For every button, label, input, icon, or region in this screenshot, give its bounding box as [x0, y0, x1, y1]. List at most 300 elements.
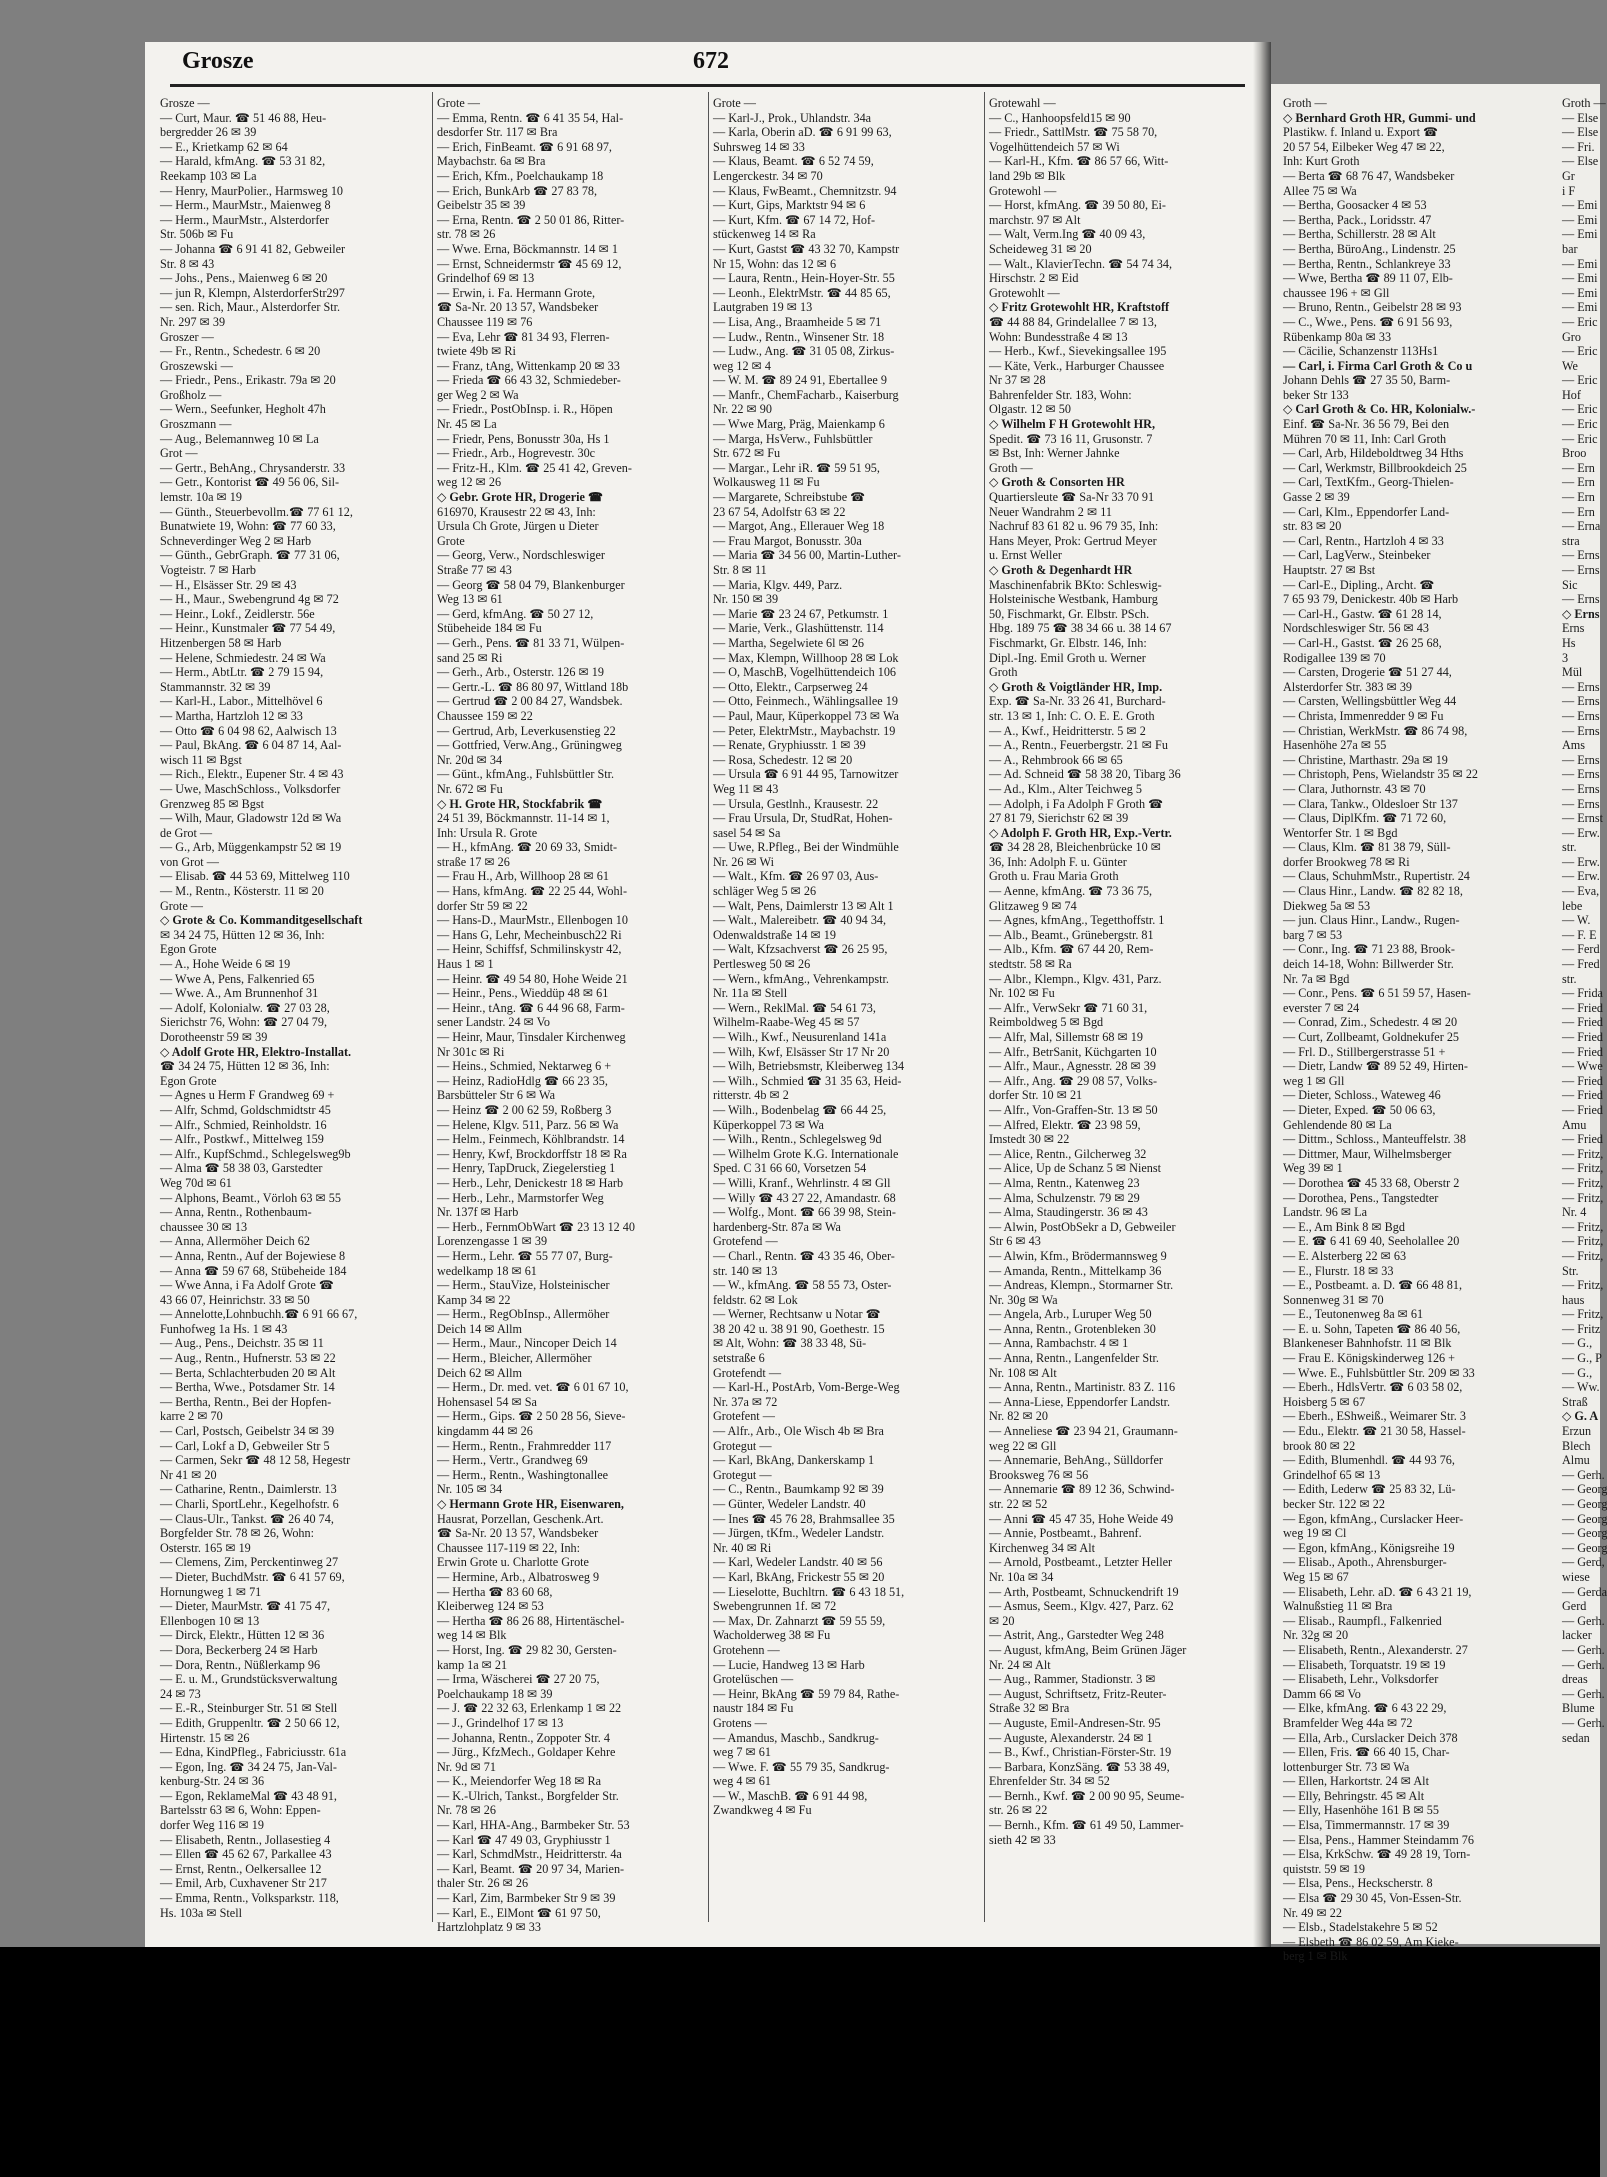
directory-entry: — E. ☎ 6 41 69 40, Seeholallee 20: [1283, 1234, 1460, 1249]
directory-entry: — Alfr., KupfSchmd., Schlegelsweg9b: [160, 1146, 351, 1161]
directory-entry: becker Str. 122 ✉ 22: [1283, 1497, 1385, 1511]
directory-entry: — Bertha, Wwe., Potsdamer Str. 14: [160, 1380, 335, 1395]
directory-entry: — Elisabeth, Rentn., Jollasestieg 4: [160, 1832, 331, 1847]
directory-entry: — Egon, kfmAng., Curslacker Heer-: [1283, 1511, 1464, 1526]
directory-entry: — Elisabeth, Lehr. aD. ☎ 6 43 21 19,: [1283, 1584, 1472, 1599]
directory-entry: — Astrit, Ang., Garstedter Weg 248: [989, 1628, 1164, 1643]
directory-entry: — K.-Ulrich, Tankst., Borgfelder Str.: [437, 1788, 619, 1803]
directory-entry: ◇ Bernhard Groth HR, Gummi- und: [1283, 110, 1476, 125]
directory-entry: lemstr. 10a ✉ 19: [160, 490, 242, 505]
directory-entry: — Margar., Lehr iR. ☎ 59 51 95,: [713, 460, 880, 475]
directory-entry: — Claus Hinr., Landw. ☎ 82 82 18,: [1283, 884, 1463, 899]
directory-entry: Groth —: [1283, 96, 1327, 110]
directory-entry: — O, MaschB, Vogelhüttendeich 106: [713, 665, 897, 680]
directory-entry: — Erns: [1562, 563, 1600, 577]
directory-entry: — Kurt, Kfm. ☎ 67 14 72, Hof-: [713, 212, 876, 227]
directory-entry: — Wilh., Schmied ☎ 31 35 63, Heid-: [713, 1073, 902, 1088]
directory-entry: — Herm., StauVize, Holsteinischer: [437, 1278, 610, 1293]
directory-entry: — Christine, Marthastr. 29a ✉ 19: [1283, 752, 1448, 767]
directory-entry: — Carl, Arb, Hildeboldtweg 34 Hths: [1283, 446, 1464, 461]
directory-entry: karre 2 ✉ 70: [160, 1409, 223, 1424]
directory-entry: Ehrenfelder Str. 34 ✉ 52: [989, 1774, 1110, 1789]
directory-entry: — Friedr, Pens, Bonusstr 30a, Hs 1: [437, 431, 610, 446]
directory-entry: sedan: [1562, 1730, 1590, 1745]
directory-entry: — Herb., Lehr, Denickestr 18 ✉ Harb: [437, 1175, 624, 1190]
directory-entry: — Wilh, Betriebsmstr, Kleiberweg 134: [713, 1059, 905, 1074]
directory-entry: — Ellen, Fris. ☎ 66 40 15, Char-: [1283, 1745, 1450, 1760]
directory-entry: sieth 42 ✉ 33: [989, 1832, 1056, 1847]
directory-entry: ✉ Alt, Wohn: ☎ 38 33 48, Sü-: [713, 1336, 867, 1351]
directory-entry: Hornungweg 1 ✉ 71: [160, 1584, 262, 1599]
directory-entry: — Dieter, Schloss., Wateweg 46: [1283, 1088, 1441, 1103]
directory-entry: — Gerh.: [1562, 1613, 1605, 1628]
directory-entry: — Dieter, BuchdMstr. ☎ 6 41 57 69,: [160, 1569, 345, 1584]
directory-entry: — Elke, kfmAng. ☎ 6 43 22 29,: [1283, 1701, 1447, 1716]
directory-entry: — C., Hanhoopsfeld15 ✉ 90: [989, 110, 1131, 125]
directory-entry: Hs: [1562, 635, 1576, 650]
directory-entry: — Helm., Feinmech, Köhlbrandstr. 14: [437, 1132, 625, 1147]
directory-entry: — Ww.: [1562, 1380, 1600, 1395]
directory-entry: — Heinr. ☎ 49 54 80, Hohe Weide 21: [437, 971, 628, 986]
directory-entry: — Herm., MaurMstr., Maienweg 8: [160, 198, 331, 213]
directory-entry: — K., Meiendorfer Weg 18 ✉ Ra: [437, 1774, 602, 1789]
directory-entry: — Marie ☎ 23 24 67, Petkumstr. 1: [713, 606, 889, 621]
directory-entry: — Anna-Liese, Eppendorfer Landstr.: [989, 1394, 1171, 1409]
directory-entry: str. 13 ✉ 1, Inh: C. O. E. E. Groth: [989, 708, 1155, 723]
directory-entry: lebe: [1562, 898, 1583, 913]
directory-column-5: [1283, 96, 1553, 1964]
directory-entry: Bartelsstr 63 ✉ 6, Wohn: Eppen-: [160, 1803, 321, 1818]
directory-entry: — Ern: [1562, 475, 1595, 490]
directory-entry: — Horst, kfmAng. ☎ 39 50 80, Ei-: [989, 198, 1166, 213]
directory-entry: Nr. 49 ✉ 22: [1283, 1905, 1342, 1920]
directory-entry: — Karl-H., Kfm. ☎ 86 57 66, Witt-: [989, 154, 1169, 169]
directory-entry: ◇ Groth & Degenhardt HR: [989, 563, 1133, 577]
directory-entry: — Fr., Rentn., Schedestr. 6 ✉ 20: [160, 344, 321, 359]
directory-entry: — Edna, KindPfleg., Fabriciusstr. 61a: [160, 1745, 347, 1760]
directory-entry: Gr: [1562, 168, 1575, 183]
directory-entry: — Georg, Verw., Nordschleswiger: [437, 548, 605, 563]
directory-entry: — Anna, Rambachstr. 4 ✉ 1: [989, 1336, 1129, 1351]
directory-entry: dorfer Str. 10 ✉ 21: [989, 1088, 1083, 1103]
directory-entry: — Dora, Rentn., Nüßlerkamp 96: [160, 1657, 321, 1672]
directory-entry: — Carsten, Wellingsbüttler Weg 44: [1283, 694, 1457, 709]
directory-entry: — Carl, Rentn., Hartzloh 4 ✉ 33: [1283, 533, 1444, 548]
directory-entry: Weg 13 ✉ 61: [437, 592, 503, 607]
directory-entry: — Karl ☎ 47 49 03, Gryphiusstr 1: [437, 1832, 611, 1847]
directory-entry: beker Str 133: [1283, 387, 1349, 402]
directory-entry: — Herm., Vertr., Grandweg 69: [437, 1453, 588, 1468]
directory-entry: — Arnold, Postbeamt., Letzter Heller: [989, 1555, 1173, 1570]
directory-entry: Einf. ☎ Sa-Nr. 36 56 79, Bei den: [1283, 417, 1450, 432]
directory-entry: — Charl., Rentn. ☎ 43 35 46, Ober-: [713, 1248, 895, 1263]
directory-entry: — Erich, Kfm., Poelchaukamp 18: [437, 168, 604, 183]
directory-entry: — Walt., Kfm. ☎ 26 97 03, Aus-: [713, 869, 879, 884]
directory-entry: — Eric: [1562, 373, 1598, 388]
directory-entry: — Fried: [1562, 1102, 1603, 1117]
directory-entry: — Wwe Anna, i Fa Adolf Grote ☎: [160, 1278, 335, 1293]
directory-entry: Spedit. ☎ 73 16 11, Grusonstr. 7: [989, 431, 1153, 446]
directory-entry: — G., P: [1562, 1351, 1602, 1366]
directory-entry: Grote —: [713, 96, 756, 110]
directory-entry: weg 4 ✉ 61: [713, 1774, 771, 1789]
directory-entry: weg 22 ✉ Gll: [989, 1438, 1057, 1453]
directory-entry: Alsterdorfer Str. 383 ✉ 39: [1283, 679, 1413, 694]
directory-entry: Olgastr. 12 ✉ 50: [989, 402, 1071, 417]
directory-entry: — Alb., Beamt., Grünebergstr. 81: [989, 927, 1154, 942]
directory-entry: — Alfred, Elektr. ☎ 23 98 59,: [989, 1117, 1141, 1132]
directory-entry: naustr 184 ✉ Fu: [713, 1701, 794, 1716]
directory-entry: — Auguste, Emil-Andresen-Str. 95: [989, 1715, 1161, 1730]
directory-entry: lacker: [1562, 1628, 1592, 1643]
directory-entry: — Clemens, Zim, Perckentinweg 27: [160, 1555, 339, 1570]
directory-entry: Grotegut —: [713, 1467, 772, 1482]
directory-entry: — Rosa, Schedestr. 12 ✉ 20: [713, 752, 853, 767]
directory-entry: — Christoph, Pens, Wielandstr 35 ✉ 22: [1283, 767, 1479, 782]
directory-entry: 36, Inh: Adolph F. u. Günter: [989, 854, 1127, 869]
directory-entry: — Anni ☎ 45 47 35, Hohe Weide 49: [989, 1511, 1174, 1526]
directory-entry: — Frau Margot, Bonusstr. 30a: [713, 533, 862, 548]
directory-entry: — Gerh., Pens. ☎ 81 33 71, Wülpen-: [437, 635, 625, 650]
directory-entry: Nr. 78 ✉ 26: [437, 1803, 496, 1818]
directory-entry: — Alwin, Kfm., Brödermannsweg 9: [989, 1248, 1167, 1263]
directory-entry: Nr 37 ✉ 28: [989, 373, 1046, 388]
directory-entry: — Herm., Gips. ☎ 2 50 28 56, Sieve-: [437, 1409, 626, 1424]
directory-entry: Chaussee 119 ✉ 76: [437, 314, 533, 329]
directory-entry: — Leonh., ElektrMstr. ☎ 44 85 65,: [713, 285, 891, 300]
directory-entry: — Karl-H., PostArb, Vom-Berge-Weg: [713, 1380, 900, 1395]
directory-entry: schläger Weg 5 ✉ 26: [713, 884, 817, 899]
directory-entry: wiese: [1562, 1569, 1590, 1584]
directory-entry: — Emi: [1562, 198, 1598, 213]
directory-entry: Wentorfer Str. 1 ✉ Bgd: [1283, 825, 1398, 840]
directory-entry: weg 12 ✉ 26: [437, 475, 502, 490]
directory-entry: Sped. C 31 66 60, Vorsetzen 54: [713, 1161, 867, 1176]
directory-entry: — Hans-D., MaurMstr., Ellenbogen 10: [437, 913, 628, 928]
directory-entry: Nr. 20d ✉ 34: [437, 752, 503, 767]
directory-entry: — Fried: [1562, 1044, 1603, 1059]
directory-entry: — Fritz,: [1562, 1234, 1604, 1249]
directory-entry: Nr. 105 ✉ 34: [437, 1482, 503, 1497]
directory-entry: Weg 39 ✉ 1: [1283, 1161, 1343, 1176]
directory-entry: Grotehenn —: [713, 1642, 780, 1657]
directory-entry: — Otto ☎ 6 04 98 62, Aalwisch 13: [160, 723, 337, 738]
directory-entry: — Wern., ReklMal. ☎ 54 61 73,: [713, 1000, 876, 1015]
directory-entry: — G., Arb, Müggenkampstr 52 ✉ 19: [160, 840, 342, 855]
directory-entry: Erwin Grote u. Charlotte Grote: [437, 1555, 589, 1570]
directory-entry: Neuer Wandrahm 2 ✉ 11: [989, 504, 1112, 519]
directory-entry: — Hertha ☎ 86 26 88, Hirtentäschel-: [437, 1613, 625, 1628]
directory-entry: — Gerh.: [1562, 1657, 1605, 1672]
directory-entry: — Fritz,: [1562, 1248, 1604, 1263]
directory-entry: Hs. 103a ✉ Stell: [160, 1905, 242, 1920]
directory-entry: — Elisab., Apoth., Ahrensburger-: [1283, 1555, 1447, 1570]
directory-entry: — Anneliese ☎ 23 94 21, Graumann-: [989, 1424, 1178, 1439]
directory-entry: — Wilh, Kwf, Elsässer Str 17 Nr 20: [713, 1044, 890, 1059]
directory-entry: — Horst, Ing. ☎ 29 82 30, Gersten-: [437, 1642, 617, 1657]
directory-entry: — Heinz, RadioHdlg ☎ 66 23 35,: [437, 1073, 608, 1088]
directory-entry: — Ferd: [1562, 942, 1600, 957]
directory-entry: — A., Rehmbrook 66 ✉ 65: [989, 752, 1123, 767]
directory-entry: Deich 62 ✉ Allm: [437, 1365, 523, 1380]
directory-entry: bergredder 26 ✉ 39: [160, 125, 257, 140]
directory-entry: Schneverdinger Weg 2 ✉ Harb: [160, 533, 312, 548]
directory-entry: Str. 506b ✉ Fu: [160, 227, 234, 242]
directory-entry: — Günth., GebrGraph. ☎ 77 31 06,: [160, 548, 340, 563]
directory-entry: — Elsa, Pens., Hammer Steindamm 76: [1283, 1832, 1474, 1847]
directory-entry: 38 20 42 u. 38 91 90, Goethestr. 15: [713, 1321, 885, 1336]
directory-entry: Osterstr. 165 ✉ 19: [160, 1540, 251, 1555]
directory-entry: — Claus-Ulr., Tankst. ☎ 26 40 74,: [160, 1511, 334, 1526]
directory-entry: — Alma ☎ 58 38 03, Garstedter: [160, 1161, 323, 1176]
directory-entry: thaler Str. 26 ✉ 26: [437, 1876, 529, 1891]
directory-entry: — Eberh., EShweiß., Weimarer Str. 3: [1283, 1409, 1466, 1424]
directory-entry: Swebengrunnen 1f. ✉ 72: [713, 1599, 837, 1614]
directory-entry: — jun R, Klempn, AlsterdorferStr297: [160, 285, 345, 300]
directory-column-1: [160, 96, 430, 1920]
directory-entry: — Anna, Rentn., Martinistr. 83 Z. 116: [989, 1380, 1176, 1395]
directory-entry: — Adolf, Kolonialw. ☎ 27 03 28,: [160, 1000, 330, 1015]
directory-entry: Str. 8 ✉ 43: [160, 256, 215, 271]
directory-entry: — Ella, Arb., Curslacker Deich 378: [1283, 1730, 1458, 1745]
directory-entry: Johann Dehls ☎ 27 35 50, Barm-: [1283, 373, 1451, 388]
directory-entry: — Dietr, Landw ☎ 89 52 49, Hirten-: [1283, 1059, 1468, 1074]
directory-entry: — Karl, HHA-Ang., Barmbeker Str. 53: [437, 1818, 630, 1833]
directory-entry: — Elsa, Timmermannstr. 17 ✉ 39: [1283, 1818, 1450, 1833]
directory-entry: — Walt, Kfzsachverst ☎ 26 25 95,: [713, 942, 888, 957]
directory-entry: — Christian, WerkMstr. ☎ 86 74 98,: [1283, 723, 1468, 738]
directory-entry: — Herm., MaurMstr., Alsterdorfer: [160, 212, 329, 227]
directory-entry: — Carl, Klm., Eppendorfer Land-: [1283, 504, 1450, 519]
directory-entry: Gerd: [1562, 1599, 1587, 1614]
directory-entry: — Ellen, Harkortstr. 24 ✉ Alt: [1283, 1774, 1429, 1789]
directory-entry: haus: [1562, 1292, 1585, 1307]
directory-entry: — Berta, Schlachterbuden 20 ✉ Alt: [160, 1365, 336, 1380]
column-divider: [432, 92, 433, 1922]
directory-entry: — Edith, Gruppenltr. ☎ 2 50 66 12,: [160, 1715, 340, 1730]
directory-entry: — Dittmer, Maur, Wilhelmsberger: [1283, 1146, 1452, 1161]
directory-entry: — jun. Claus Hinr., Landw., Rugen-: [1283, 913, 1460, 928]
directory-entry: — Ludw., Rentn., Winsener Str. 18: [713, 329, 885, 344]
directory-entry: — W. M. ☎ 89 24 91, Ebertallee 9: [713, 373, 887, 388]
directory-entry: — Jürg., KfzMech., Goldaper Kehre: [437, 1745, 616, 1760]
directory-entry: — Arth, Postbeamt, Schnuckendrift 19: [989, 1584, 1179, 1599]
directory-entry: Nordschleswiger Str. 56 ✉ 43: [1283, 621, 1429, 636]
directory-entry: — Elisab. ☎ 44 53 69, Mittelweg 110: [160, 869, 350, 884]
directory-entry: — E., Am Bink 8 ✉ Bgd: [1283, 1219, 1405, 1234]
directory-entry: — A., Kwf., Heidritterstr. 5 ✉ 2: [989, 723, 1146, 738]
directory-entry: — Angela, Arb., Luruper Weg 50: [989, 1307, 1152, 1322]
directory-entry: — Cäcilie, Schanzenstr 113Hs1: [1283, 344, 1439, 359]
directory-entry: — Günter, Wedeler Landstr. 40: [713, 1497, 866, 1511]
directory-entry: — August, Schriftsetz, Fritz-Reuter-: [989, 1686, 1167, 1701]
directory-entry: Hans Meyer, Prok: Gertrud Meyer: [989, 533, 1157, 548]
directory-entry: — E., Krietkamp 62 ✉ 64: [160, 139, 288, 154]
directory-entry: weg 1 ✉ Gll: [1283, 1073, 1345, 1088]
directory-entry: — Alfr., BetrSanit, Küchgarten 10: [989, 1044, 1157, 1059]
directory-entry: — Emma, Rentn. ☎ 6 41 35 54, Hal-: [437, 110, 624, 125]
directory-entry: dorfer Brookweg 78 ✉ Ri: [1283, 854, 1410, 869]
directory-entry: setstraße 6: [713, 1351, 765, 1366]
directory-entry: — Alice, Up de Schanz 5 ✉ Nienst: [989, 1161, 1161, 1176]
directory-entry: — H., kfmAng. ☎ 20 69 33, Smidt-: [437, 840, 618, 855]
directory-entry: — Margot, Ang., Ellerauer Weg 18: [713, 519, 885, 534]
directory-entry: — Herm., Dr. med. vet. ☎ 6 01 67 10,: [437, 1380, 629, 1395]
directory-entry: — Elsb., Stadelstakehre 5 ✉ 52: [1283, 1920, 1438, 1935]
directory-entry: Nr. 297 ✉ 39: [160, 314, 226, 329]
directory-entry: — Carl-H., Gastst. ☎ 26 25 68,: [1283, 635, 1442, 650]
directory-entry: — Alfr, Mal, Sillemstr 68 ✉ 19: [989, 1030, 1143, 1044]
directory-entry: — Willy ☎ 43 27 22, Amandastr. 68: [713, 1190, 896, 1205]
directory-entry: — Ern: [1562, 460, 1595, 475]
directory-entry: Nr. 10a ✉ 34: [989, 1569, 1054, 1584]
directory-entry: — Käte, Verk., Harburger Chaussee: [989, 358, 1165, 373]
directory-entry: Nachruf 83 61 82 u. 96 79 35, Inh:: [989, 519, 1159, 534]
directory-entry: Nr. 32g ✉ 20: [1283, 1628, 1349, 1643]
directory-entry: — August, kfmAng, Beim Grünen Jäger: [989, 1642, 1187, 1657]
directory-entry: sener Landstr. 24 ✉ Vo: [437, 1015, 551, 1030]
directory-entry: — Martha, Segelwiete 6l ✉ 26: [713, 635, 865, 650]
directory-entry: ◇ Erns: [1562, 606, 1600, 621]
directory-entry: — E., Postbeamt. a. D. ☎ 66 48 81,: [1283, 1278, 1463, 1293]
directory-entry: Hasenhöhe 27a ✉ 55: [1283, 738, 1387, 753]
directory-entry: Hauptstr. 27 ✉ Bst: [1283, 563, 1376, 577]
directory-entry: Nr. 30g ✉ Wa: [989, 1292, 1058, 1307]
directory-entry: — Edith, Lederw ☎ 25 83 32, Lü-: [1283, 1482, 1456, 1497]
directory-entry: — Alma, Rentn., Katenweg 23: [989, 1175, 1140, 1190]
directory-entry: 7 65 93 79, Denickestr. 40b ✉ Harb: [1283, 592, 1459, 607]
directory-entry: — Conr., Ing. ☎ 71 23 88, Brook-: [1283, 942, 1455, 957]
directory-entry: — Amanda, Rentn., Mittelkamp 36: [989, 1263, 1162, 1278]
directory-entry: str.: [1562, 840, 1577, 855]
directory-column-3: [713, 96, 981, 1818]
directory-entry: str. 78 ✉ 26: [437, 227, 496, 242]
directory-entry: — Max, Klempn, Willhoop 28 ✉ Lok: [713, 650, 899, 665]
directory-entry: 23 67 54, Adolfstr 63 ✉ 22: [713, 504, 846, 519]
directory-entry: — Wwe, Bertha ☎ 89 11 07, Elb-: [1283, 271, 1453, 286]
directory-entry: — Fried: [1562, 1030, 1603, 1044]
directory-entry: — Heinr, Schiffsf, Schmilinskystr 42,: [437, 942, 622, 957]
directory-entry: — Clara, Tankw., Oldesloer Str 137: [1283, 796, 1458, 811]
directory-entry: — Carsten, Drogerie ☎ 51 27 44,: [1283, 665, 1452, 680]
directory-entry: — Carl, Werkmstr, Billbrookdeich 25: [1283, 460, 1467, 475]
directory-entry: — H., Maur., Swebengrund 4g ✉ 72: [160, 592, 339, 607]
directory-entry: u. Ernst Weller: [989, 548, 1062, 563]
directory-entry: Sic: [1562, 577, 1578, 592]
directory-entry: — Martha, Hartzloh 12 ✉ 33: [160, 708, 303, 723]
directory-entry: Grotewohlt —: [989, 285, 1060, 300]
directory-entry: — Klaus, FwBeamt., Chemnitzstr. 94: [713, 183, 897, 198]
directory-entry: Bahrenfelder Str. 183, Wohn:: [989, 387, 1132, 402]
directory-entry: — Lucie, Handweg 13 ✉ Harb: [713, 1657, 865, 1672]
directory-entry: — Georg ☎ 58 04 79, Blankenburger: [437, 577, 625, 592]
directory-entry: — E., Teutonenweg 8a ✉ 61: [1283, 1307, 1424, 1322]
directory-entry: ◇ Fritz Grotewohlt HR, Kraftstoff: [989, 300, 1170, 315]
directory-entry: — Klaus, Beamt. ☎ 6 52 74 59,: [713, 154, 874, 169]
directory-entry: — Claus, DiplKfm. ☎ 71 72 60,: [1283, 811, 1447, 826]
directory-entry: — Jürgen, tKfm., Wedeler Landstr.: [713, 1526, 885, 1541]
directory-entry: brook 80 ✉ 22: [1283, 1438, 1356, 1453]
directory-entry: Plastikw. f. Inland u. Export ☎: [1283, 125, 1439, 140]
directory-entry: — Erwin, i. Fa. Hermann Grote,: [437, 285, 596, 300]
directory-entry: Odenwaldstraße 14 ✉ 19: [713, 927, 836, 942]
directory-entry: Nr. 150 ✉ 39: [713, 592, 779, 607]
directory-entry: Gehlendende 80 ✉ La: [1283, 1117, 1392, 1132]
directory-entry: — Carl, Lokf a D, Gebweiler Str 5: [160, 1438, 330, 1453]
directory-entry: — Karla, Oberin aD. ☎ 6 91 99 63,: [713, 125, 892, 140]
directory-entry: — Fried: [1562, 1073, 1603, 1088]
directory-entry: — Bertha, BüroAng., Lindenstr. 25: [1283, 241, 1456, 256]
directory-entry: Mül: [1562, 665, 1583, 680]
directory-entry: — Anna, Allermöher Deich 62: [160, 1234, 310, 1249]
directory-entry: — Hermine, Arb., Albatrosweg 9: [437, 1569, 600, 1584]
directory-entry: Grotefend —: [713, 1234, 778, 1249]
directory-entry: — A., Hohe Weide 6 ✉ 19: [160, 957, 291, 972]
directory-entry: twiete 49b ✉ Ri: [437, 344, 516, 359]
directory-entry: — Carl, LagVerw., Steinbeker: [1283, 548, 1431, 563]
directory-entry: — Friedr., PostObInsp. i. R., Höpen: [437, 402, 613, 417]
directory-entry: Grindelhof 65 ✉ 13: [1283, 1467, 1381, 1482]
directory-entry: Kirchenweg 34 ✉ Alt: [989, 1540, 1095, 1555]
directory-entry: Dipl.-Ing. Emil Groth u. Werner: [989, 650, 1146, 665]
directory-entry: Nr. 9d ✉ 71: [437, 1759, 496, 1774]
directory-entry: — Irma, Wäscherei ☎ 27 20 75,: [437, 1672, 600, 1687]
directory-entry: deich 14-18, Wohn: Billwerder Str.: [1283, 957, 1454, 972]
directory-entry: str. 83 ✉ 20: [1283, 519, 1342, 534]
directory-entry: — Ernst: [1562, 811, 1603, 826]
directory-entry: — Eric: [1562, 431, 1598, 446]
directory-entry: — Dieter, MaurMstr. ☎ 41 75 47,: [160, 1599, 331, 1614]
directory-entry: — Else: [1562, 154, 1599, 169]
directory-entry: — Albr., Klempn., Klgv. 431, Parz.: [989, 971, 1162, 986]
directory-entry: — Wilh., Bodenbelag ☎ 66 44 25,: [713, 1102, 887, 1117]
directory-entry: — Erns: [1562, 752, 1600, 767]
directory-entry: Bunatwiete 19, Wohn: ☎ 77 60 33,: [160, 519, 336, 534]
directory-entry: Großholz —: [160, 387, 222, 402]
directory-entry: ◇ Groth & Voigtländer HR, Imp.: [989, 679, 1163, 694]
directory-entry: str.: [1562, 971, 1577, 986]
directory-entry: — Wwe. Erna, Böckmannstr. 14 ✉ 1: [437, 241, 618, 256]
directory-entry: — Emi: [1562, 300, 1598, 315]
directory-entry: Nr. 45 ✉ La: [437, 417, 497, 432]
directory-entry: — Henry, TapDruck, Ziegelerstieg 1: [437, 1161, 616, 1176]
directory-entry: — Bertha, Schillerstr. 28 ✉ Alt: [1283, 227, 1436, 242]
directory-entry: — Erns: [1562, 723, 1600, 738]
directory-entry: Grindelhof 69 ✉ 13: [437, 271, 535, 286]
directory-entry: — Annemarie ☎ 89 12 36, Schwind-: [989, 1482, 1175, 1497]
directory-entry: — Wilh, Maur, Gladowstr 12d ✉ Wa: [160, 811, 342, 826]
directory-entry: — Fritz,: [1562, 1219, 1604, 1234]
directory-entry: Bramfelder Weg 44a ✉ 72: [1283, 1715, 1413, 1730]
directory-entry: — Erns: [1562, 708, 1600, 723]
directory-entry: — Renate, Gryphiusstr. 1 ✉ 39: [713, 738, 866, 753]
directory-entry: — G.,: [1562, 1365, 1593, 1380]
directory-entry: — Aenne, kfmAng. ☎ 73 36 75,: [989, 884, 1153, 899]
directory-entry: — Conrad, Zim., Schedestr. 4 ✉ 20: [1283, 1015, 1458, 1030]
directory-entry: — Dittm., Schloss., Manteuffelstr. 38: [1283, 1132, 1466, 1147]
directory-entry: — Ern: [1562, 490, 1595, 505]
directory-entry: — Fritz,: [1562, 1190, 1604, 1205]
directory-entry: Allee 75 ✉ Wa: [1283, 183, 1357, 198]
directory-entry: — Alphons, Beamt., Vörloh 63 ✉ 55: [160, 1190, 341, 1205]
directory-entry: — Erns: [1562, 767, 1600, 782]
directory-entry: — Eric: [1562, 344, 1598, 359]
directory-entry: land 29b ✉ Blk: [989, 168, 1066, 183]
directory-entry: — Karl, Beamt. ☎ 20 97 34, Marien-: [437, 1861, 625, 1876]
directory-entry: — Aug., Belemannweg 10 ✉ La: [160, 431, 319, 446]
directory-entry: ◇ Groth & Consorten HR: [989, 475, 1125, 490]
directory-entry: — Anna ☎ 59 67 68, Stübeheide 184: [160, 1263, 347, 1278]
